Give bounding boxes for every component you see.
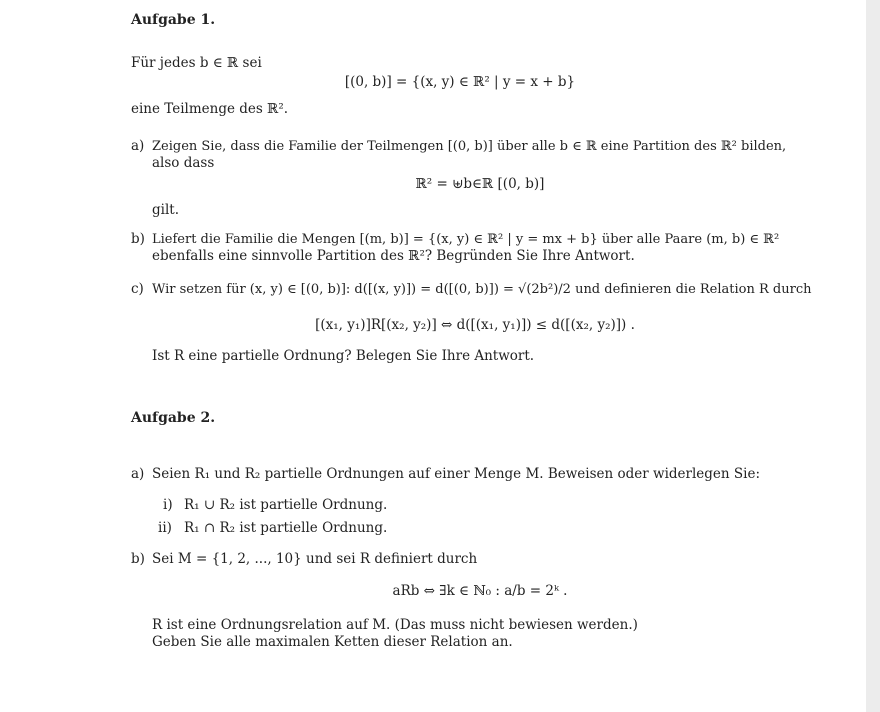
exercise-1-intro-end: eine Teilmenge des ℝ².	[131, 101, 289, 117]
exercise-2b-line-3: Geben Sie alle maximalen Ketten dieser Relation an.	[152, 634, 513, 650]
exercise-1b-line-2: ebenfalls eine sinnvolle Partition des ℝ²? Begründen Sie Ihre Antwort.	[152, 248, 635, 264]
exercise-2b-line-1: Sei M = {1, 2, ..., 10} und sei R definiert durch	[152, 551, 478, 567]
exercise-1a-line-1: Zeigen Sie, dass die Familie der Teilmengen [(0, b)] über alle b ∈ ℝ eine Partition des ℝ² bilden,	[152, 139, 787, 154]
exercise-1c-relation-formula: [(x₁, y₁)]R[(x₂, y₂)] ⇔ d([(x₁, y₁)]) ≤ d([(x₂, y₂)]) .	[315, 317, 635, 333]
exercise-2-heading: Aufgabe 2.	[131, 410, 216, 426]
exercise-2a-ii-text: R₁ ∩ R₂ ist partielle Ordnung.	[184, 520, 388, 536]
exercise-1-heading: Aufgabe 1.	[131, 12, 216, 28]
exercise-2b-line-2: R ist eine Ordnungsrelation auf M. (Das muss nicht bewiesen werden.)	[152, 617, 638, 633]
exercise-1c-line-1: Wir setzen für (x, y) ∈ [(0, b)]: d([(x, y)]) = d([(0, b)]) = √(2b²)/2 und definieren die Relation R durch	[152, 282, 812, 297]
exercise-1a-line-3: gilt.	[152, 202, 179, 218]
page-margin-shadow	[866, 0, 880, 712]
exercise-1-intro: Für jedes b ∈ ℝ sei	[131, 55, 262, 71]
exercise-1b-label: b)	[131, 231, 145, 247]
exercise-2a-line-1: Seien R₁ und R₂ partielle Ordnungen auf einer Menge M. Beweisen oder widerlegen Sie:	[152, 466, 761, 482]
exercise-2a-i-label: i)	[163, 497, 173, 513]
exercise-2a-label: a)	[131, 466, 145, 482]
exercise-1-definition-formula: [(0, b)] = {(x, y) ∈ ℝ² | y = x + b}	[344, 74, 576, 90]
exercise-2b-label: b)	[131, 551, 145, 567]
exercise-1a-line-2: also dass	[152, 155, 215, 171]
exercise-1c-line-2: Ist R eine partielle Ordnung? Belegen Sie Ihre Antwort.	[152, 348, 535, 364]
exercise-2a-ii-label: ii)	[158, 520, 172, 536]
exercise-1b-line-1: Liefert die Familie die Mengen [(m, b)] = {(x, y) ∈ ℝ² | y = mx + b} über alle Paare (m, b) ∈ ℝ²	[152, 232, 780, 247]
exercise-1c-label: c)	[131, 281, 144, 297]
exercise-2a-i-text: R₁ ∪ R₂ ist partielle Ordnung.	[184, 497, 388, 513]
exercise-2b-formula: aRb ⇔ ∃k ∈ ℕ₀ : a/b = 2ᵏ .	[392, 583, 568, 599]
exercise-1a-label: a)	[131, 138, 145, 154]
exercise-1a-formula: ℝ² = ⊎b∈ℝ [(0, b)]	[415, 176, 545, 192]
